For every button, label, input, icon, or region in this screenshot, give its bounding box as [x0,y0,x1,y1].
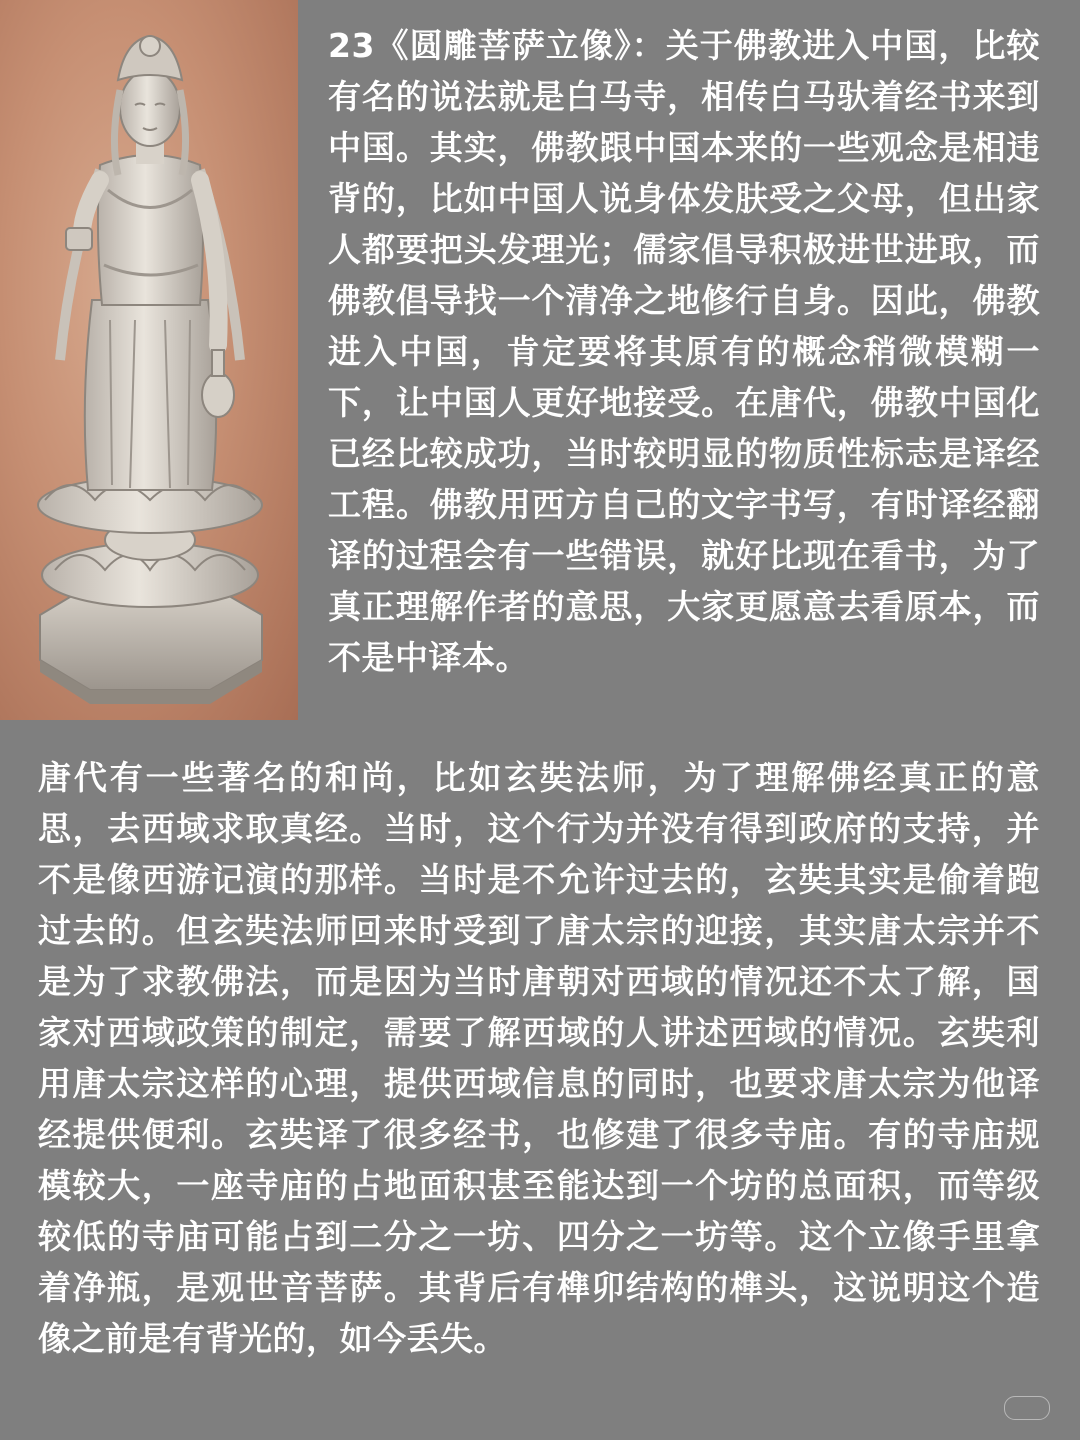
statue-photo [0,0,298,720]
intro-paragraph: 23《圆雕菩萨立像》：关于佛教进入中国，比较有名的说法就是白马寺，相传白马驮着经书来到中国。其实，佛教跟中国本来的一些观念是相违背的，比如中国人说身体发肤受之父母，但出家人都要把头发理光；儒家倡导积极进世进取，而佛教倡导找一个清净之地修行自身。因此，佛教进入中国，肯定要将其原有的概念稍微模糊一下，让中国人更好地接受。在唐代，佛教中国化已经比较成功，当时较明显的物质性标志是译经工程。佛教用西方自己的文字书写，有时译经翻译的过程会有一些错误，就好比现在看书，为了真正理解作者的意思，大家更愿意去看原本，而不是中译本。 [328,26,1040,677]
body-paragraph: 唐代有一些著名的和尚，比如玄奘法师，为了理解佛经真正的意思，去西域求取真经。当时，这个行为并没有得到政府的支持，并不是像西游记演的那样。当时是不允许过去的，玄奘其实是偷着跑过去的。但玄奘法师回来时受到了唐太宗的迎接，其实唐太宗并不是为了求教佛法，而是因为当时唐朝对西域的情况还不太了解，国家对西域政策的制定，需要了解西域的人讲述西域的情况。玄奘利用唐太宗这样的心理，提供西域信息的同时，也要求唐太宗为他译经提供便利。玄奘译了很多经书，也修建了很多寺庙。有的寺庙规模较大，一座寺庙的占地面积甚至能达到一个坊的总面积，而等级较低的寺庙可能占到二分之一坊、四分之一坊等。这个立像手里拿着净瓶，是观世音菩萨。其背后有榫卯结构的榫头，这说明这个造像之前是有背光的，如今丢失。 [38,758,1040,1358]
watermark-logo-icon [1004,1396,1050,1420]
bodhisattva-statue-image [0,0,298,720]
